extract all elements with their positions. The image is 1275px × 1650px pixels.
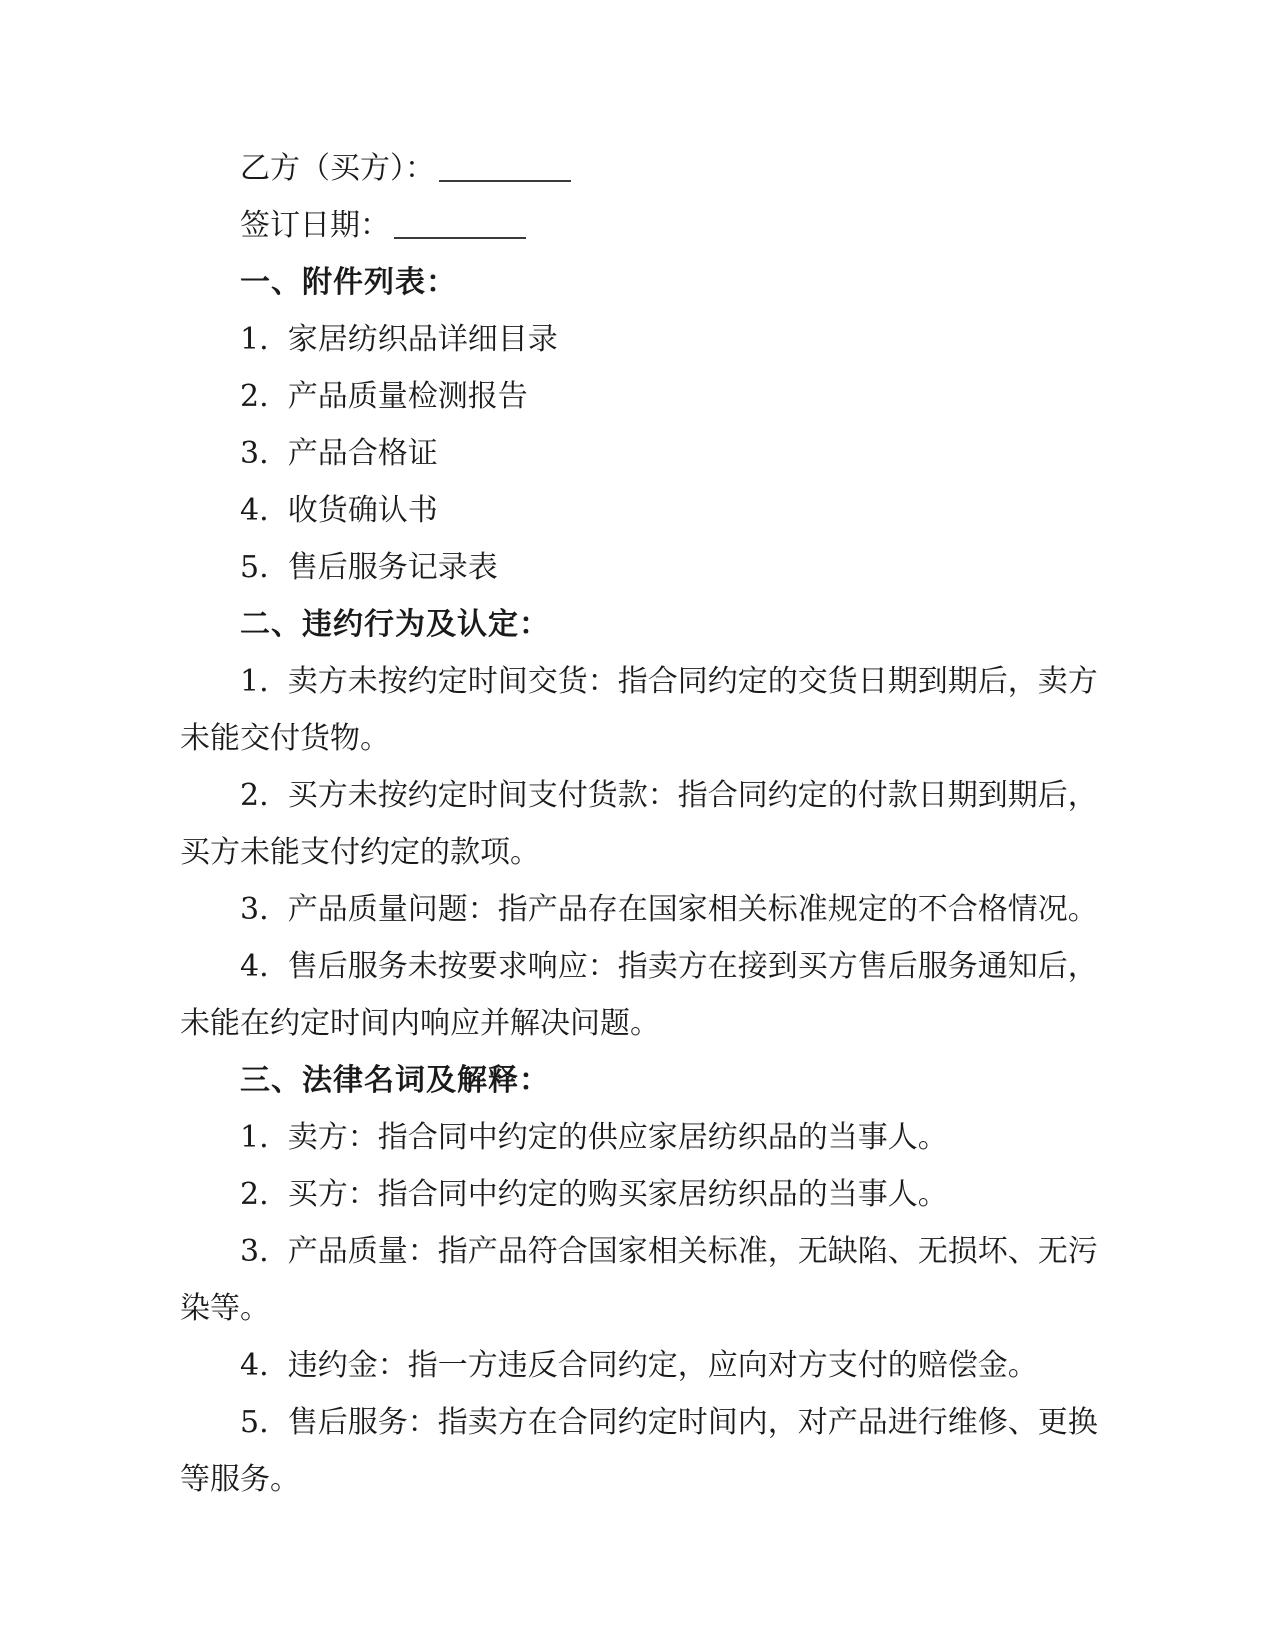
paragraph-continuation: 染等。 (180, 1291, 270, 1326)
list-item: 1. 家居纺织品详细目录 (240, 322, 558, 357)
blank-underline-field (394, 203, 526, 239)
blank-underline-field (439, 146, 571, 182)
field-label: 乙方（买方）： (240, 151, 435, 186)
list-item: 3. 产品质量问题：指产品存在国家相关标准规定的不合格情况。 (240, 892, 1098, 927)
list-item: 3. 产品质量：指产品符合国家相关标准，无缺陷、无损坏、无污 (240, 1234, 1098, 1269)
paragraph-continuation: 未能在约定时间内响应并解决问题。 (180, 1006, 660, 1041)
list-item: 4. 违约金：指一方违反合同约定，应向对方支付的赔偿金。 (240, 1348, 1038, 1383)
section-heading: 一、附件列表： (240, 265, 457, 300)
list-item: 1. 卖方：指合同中约定的供应家居纺织品的当事人。 (240, 1120, 948, 1155)
section-heading: 三、法律名词及解释： (240, 1063, 550, 1098)
list-item: 2. 买方未按约定时间支付货款：指合同约定的付款日期到期后， (240, 778, 1098, 813)
list-item: 5. 售后服务：指卖方在合同约定时间内，对产品进行维修、更换 (240, 1405, 1098, 1440)
field-label: 签订日期： (240, 208, 390, 243)
list-item: 5. 售后服务记录表 (240, 550, 498, 585)
paragraph-continuation: 等服务。 (180, 1462, 300, 1497)
list-item: 1. 卖方未按约定时间交货：指合同约定的交货日期到期后，卖方 (240, 664, 1098, 699)
list-item: 3. 产品合格证 (240, 436, 438, 471)
section-heading: 二、违约行为及认定： (240, 607, 550, 642)
field-line (180, 140, 1095, 197)
list-item: 4. 收货确认书 (240, 493, 438, 528)
list-item: 2. 产品质量检测报告 (240, 379, 528, 414)
paragraph-continuation: 未能交付货物。 (180, 721, 390, 756)
field-line (180, 197, 1095, 254)
paragraph-continuation: 买方未能支付约定的款项。 (180, 835, 540, 870)
list-item: 2. 买方：指合同中约定的购买家居纺织品的当事人。 (240, 1177, 948, 1212)
list-item: 4. 售后服务未按要求响应：指卖方在接到买方售后服务通知后， (240, 949, 1098, 984)
